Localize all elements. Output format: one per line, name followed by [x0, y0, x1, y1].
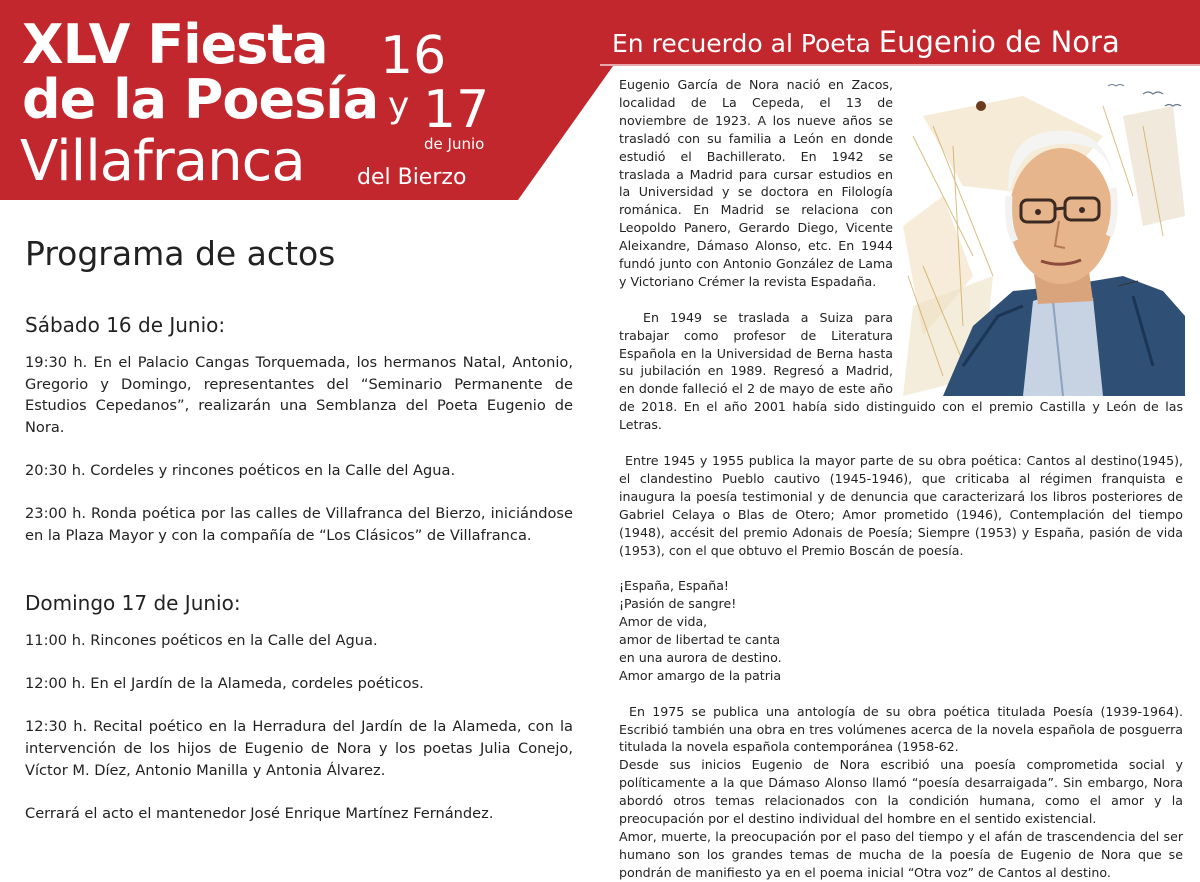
- closing-note: Cerrará el acto el mantenedor José Enrique Martínez Fernández.: [25, 804, 494, 822]
- event-item: 12:30 h. Recital poético en la Herradura del Jardín de la Alameda, con la intervención de los hijos de Eugenio de Nora y los poetas Julia Conejo, Víctor M. Díez, Antonio Manilla y Antonia Álvarez.: [25, 718, 573, 779]
- poem-line: ¡España, España!: [619, 578, 729, 594]
- event-item: 11:00 h. Rincones poéticos en la Calle del Agua.: [25, 631, 378, 649]
- poem-line: ¡Pasión de sangre!: [619, 596, 737, 612]
- date-day-17: 17: [423, 80, 490, 140]
- event-item: 12:00 h. En el Jardín de la Alameda, cordeles poéticos.: [25, 675, 424, 693]
- festival-region: del Bierzo: [357, 165, 467, 190]
- bio-paragraph: Desde sus inicios Eugenio de Nora escribió una poesía comprometida social y políticamente a la que Dámaso Alonso llamó “poesía desarraigada”. Sin embargo, Nora abordó otros temas relacionados con la condición humana, como el amor y la preocupación por el destino individual del hombre en el sentido existencial.: [619, 757, 1183, 827]
- tribute-heading: [612, 25, 1120, 59]
- festival-title-line1: XLV Fiesta: [22, 13, 328, 76]
- event-item: 19:30 h. En el Palacio Cangas Torquemada, los hermanos Natal, Antonio, Gregorio y Domingo, representantes del “Seminario Permanente de Estudios Cepedanos”, realizarán una Semblanza del Poeta Eugenio de Nora.: [25, 354, 573, 436]
- sunday-heading: Domingo 17 de Junio:: [25, 590, 241, 615]
- poem-line: Amor de vida,: [619, 614, 708, 630]
- program-title: Programa de actos: [25, 234, 336, 273]
- spacer: [619, 559, 1183, 577]
- festival-town: Villafranca: [20, 129, 305, 194]
- bio-paragraph: Amor, muerte, la preocupación por el paso del tiempo y el afán de trascendencia del ser humano son los grandes temas de mucha de la poesía de Eugenio de Nora que se pondrán de manifiesto ya en el poema inicial “Otra voz” de Cantos al destino.: [619, 829, 1183, 880]
- poem-line: Amor amargo de la patria: [619, 667, 782, 683]
- bio-paragraph: Entre 1945 y 1955 publica la mayor parte de su obra poética: Cantos al destino(1945), el clandestino Pueblo cautivo (1945-1946), que criticaba al régimen franquista e inaugura la poesía testimonial y de denuncia que caracterizará los libros posteriores de Gabriel Celaya o Blas de Otero; Amor prometido (1946), Contemplación del tiempo (1948), accésit del premio Adonais de Poesía; Siempre (1953) y España, pasión de vida (1953), con el que obtuvo el Premio Boscán de poesía.: [619, 453, 1183, 558]
- tribute-poet-name: Eugenio de Nora: [878, 25, 1120, 59]
- date-conjunction: y: [388, 85, 410, 126]
- spacer: [619, 685, 1183, 703]
- event-item: 23:00 h. Ronda poética por las calles de Villafranca del Bierzo, iniciándose en la Plaza Mayor y con la compañía de “Los Clásicos” de Villafranca.: [25, 505, 573, 544]
- date-month: de Junio: [424, 135, 485, 153]
- poem-line: amor de libertad te canta: [619, 632, 781, 648]
- poet-portrait-image: [903, 76, 1185, 396]
- program-schedule: [25, 312, 573, 846]
- tribute-prefix: En recuerdo al Poeta: [612, 29, 871, 58]
- event-item: 20:30 h. Cordeles y rincones poéticos en la Calle del Agua.: [25, 461, 456, 479]
- poem-line: en una aurora de destino.: [619, 649, 782, 665]
- bio-paragraph: En 1949 se traslada a Suiza para trabajar como profesor de Literatura Española en la Universidad de Berna hasta su jubilación en 1989. Regresó a Madrid, en donde falleció el 2 de mayo de este año de 2018. En el año 2001 había sido distinguido con el premio Castilla y León de las Letras.: [619, 309, 1183, 433]
- bio-paragraph: Eugenio García de Nora nació en Zacos, localidad de La Cepeda, el 13 de noviembre de 1923. A los nueve años se trasladó con su familia a León en donde estudió el Bachillerato. En 1942 se traslada a Madrid para cursar estudios en la Universidad y se doctora en Filología románica. En Madrid se relaciona con Leopoldo Panero, Gerardo Diego, Vicente Aleixandre, Dámaso Alonso, etc. En 1944 fundó junto con Antonio González de Lama y Victoriano Crémer la revista Espadaña.: [619, 77, 893, 289]
- header-divider: [600, 64, 1200, 66]
- poet-biography: [619, 76, 1183, 882]
- saturday-heading: Sábado 16 de Junio:: [25, 313, 226, 337]
- date-day-16: 16: [380, 26, 447, 86]
- spacer: [619, 434, 1183, 452]
- poem-excerpt: [619, 577, 1183, 684]
- spacer: [25, 568, 573, 590]
- bio-paragraph: En 1975 se publica una antología de su obra poética titulada Poesía (1939-1964). Escribió también una obra en tres volúmenes acerca de la novela española de posguerra titulada la novela española contemporánea (1958-62.: [619, 703, 1183, 755]
- festival-title-line2: de la Poesía: [22, 68, 379, 131]
